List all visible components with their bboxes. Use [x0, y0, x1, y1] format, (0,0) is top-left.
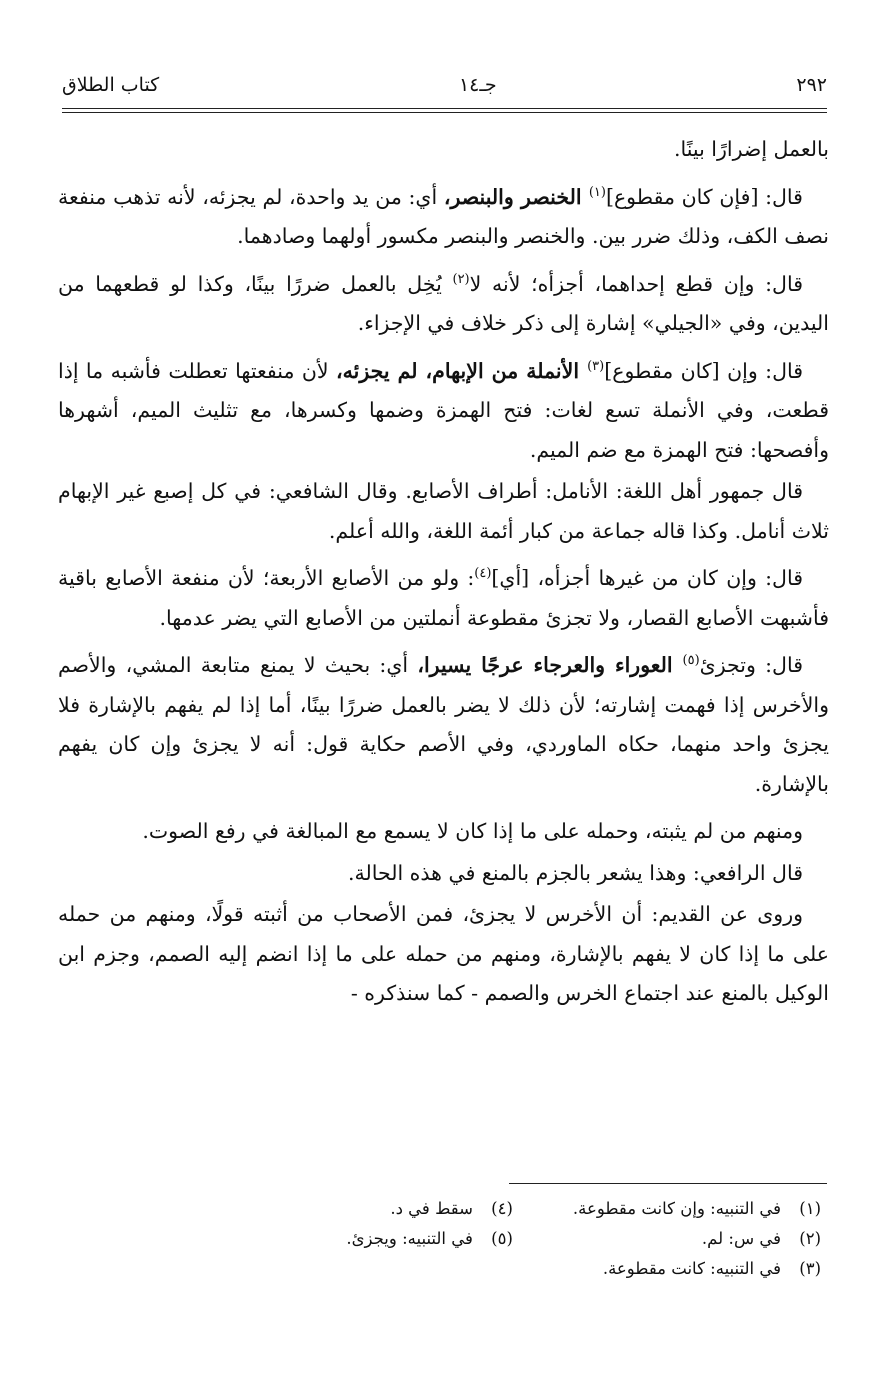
header-rule-thin — [62, 108, 827, 109]
footnotes-right-column — [573, 1194, 821, 1284]
footnote: (٣) في التنبيه: كانت مقطوعة. — [602, 1259, 821, 1278]
footnote: (٥) في التنبيه: ويجزئ. — [346, 1229, 513, 1248]
page-number: ٢٩٢ — [796, 74, 827, 96]
footnote-ref[interactable]: (٣) — [587, 358, 605, 374]
paragraph: ومنهم من لم يثبته، وحمله على ما إذا كان لا يسمع مع المبالغة في رفع الصوت. — [142, 819, 803, 843]
header-rule-thick — [62, 112, 827, 113]
page-header — [62, 70, 827, 100]
book-title: كتاب الطلاق — [62, 74, 160, 96]
footnotes-left-column — [346, 1194, 513, 1284]
paragraph: قال: [فإن كان مقطوع]$^{(١)}$ الخنصر والبنصر، أي: من يد واحدة، لم يجزئه، لأنه تذهب منفعة نصف الكف، وذلك ضرر بين. والخنصر والبنصر مكسور أولهما وصادهما. — [58, 184, 829, 248]
paragraph: قال: وإن [كان مقطوع]$^{(٣)}$ الأنملة من الإبهام، لم يجزئه، لأن منفعتها تعطلت فأشبه ما إذا قطعت، وفي الأنملة تسع لغات: فتح الهمزة وضمها وكسرها، مع تثليث الميم، أشهرها وأفصحها: فتح الهمزة مع ضم الميم. — [58, 358, 829, 462]
footnote-separator — [509, 1183, 827, 1184]
paragraph: قال جمهور أهل اللغة: الأنامل: أطراف الأصابع. وقال الشافعي: في كل إصبع غير الإبهام ثلاث أنامل. وكذا قاله جماعة من كبار أئمة اللغة، والله أعلم. — [58, 479, 829, 543]
footnote-ref[interactable]: (٤) — [474, 566, 492, 582]
paragraph: بالعمل إضرارًا بينًا. — [673, 137, 829, 161]
footnote: (٤) سقط في د. — [390, 1199, 513, 1218]
paragraph: قال: وإن قطع إحداهما، أجزأه؛ لأنه لا$^{(٢)}$ يُخِل بالعمل ضررًا بينًا، وكذا لو قطعهما من اليدين، وفي «الجيلي» إشارة إلى ذكر خلاف في الإجزاء. — [58, 271, 829, 335]
volume-label: جـ١٤ — [458, 74, 497, 96]
paragraph: قال: وتجزئ$^{(٥)}$ العوراء والعرجاء عرجًا يسيرا، أي: بحيث لا يمنع متابعة المشي، والأصم والأخرس إذا فهمت إشارته؛ لأن ذلك لا يضر بالعمل ضررًا بينًا، أما إذا لم يفهم بالإشارة فلا يجزئ واحد منهما، حكاه الماوردي، وفي الأصم حكاية قول: أنه لا يجزئ وإن كان يفهم بالإشارة. — [58, 653, 829, 796]
paragraph: قال الرافعي: وهذا يشعر بالجزم بالمنع في هذه الحالة. — [347, 860, 803, 885]
footnote-ref[interactable]: (١) — [588, 184, 606, 200]
footnote-ref[interactable]: (٥) — [682, 653, 700, 669]
main-text — [58, 130, 829, 1022]
footnote: (١) في التنبيه: وإن كانت مقطوعة. — [572, 1199, 821, 1218]
footnote: (٢) في س: لم. — [701, 1229, 821, 1248]
footnotes — [200, 1194, 821, 1284]
paragraph: وروى عن القديم: أن الأخرس لا يجزئ، فمن الأصحاب من أثبته قولًا، ومنهم من حمله على ما إذا كان لا يفهم بالإشارة، ومنهم من حمله على ما إذا انضم إليه الصمم، وجزم ابن الوكيل بالمنع عند اجتماع الخرس والصمم - كما سنذكره - — [58, 902, 829, 1005]
footnote-ref[interactable]: (٢) — [452, 271, 470, 287]
paragraph: قال: وإن كان من غيرها أجزأه، [أي]$^{(٤)}$: ولو من الأصابع الأربعة؛ لأن منفعة الأصابع باقية فأشبهت الأصابع القصار، ولا تجزئ مقطوعة أنملتين من الأصابع التي يضر عدمها. — [58, 566, 829, 630]
